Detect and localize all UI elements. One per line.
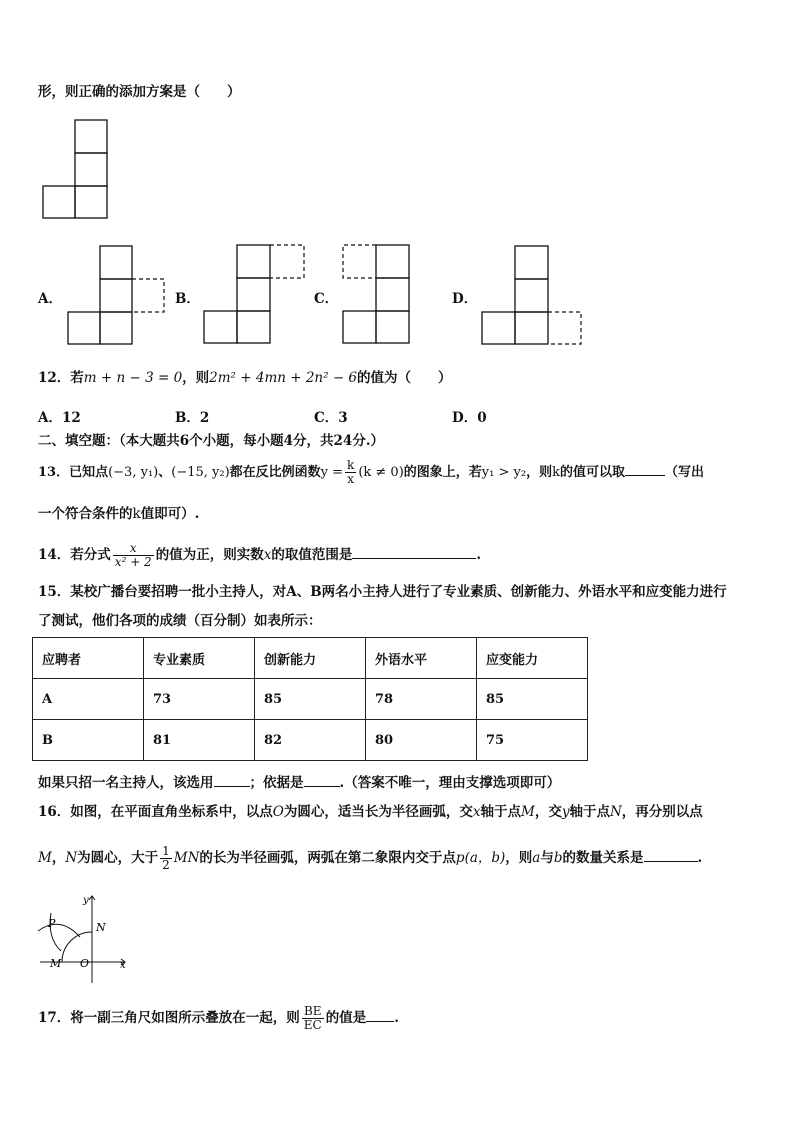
fig-label-x: x	[120, 960, 126, 971]
q11-option-d-label: D．	[452, 291, 478, 307]
table-cell: 85	[255, 679, 366, 720]
q15-blank-choice	[214, 772, 250, 787]
table-cell: A	[33, 679, 144, 720]
table-cell: 73	[144, 679, 255, 720]
q14-answer-blank	[352, 544, 476, 559]
table-row	[33, 679, 588, 720]
q11-base-figure	[40, 119, 110, 219]
table-header-cell: 应聘者	[33, 638, 144, 679]
q17-stem: 17．将一副三角尺如图所示叠放在一起，则 $\frac{BE}{EC}$ 的值是 .	[38, 1004, 399, 1032]
q15-blank-reason	[304, 772, 340, 787]
q16-answer-blank	[644, 847, 698, 862]
fig-label-m: M	[50, 957, 62, 970]
table-row	[33, 720, 588, 761]
arc-center-n	[38, 924, 80, 937]
q15-line1: 15．某校广播台要招聘一批小主持人，对A、B两名小主持人进行了专业素质、创新能力、外语水平和应变能力进行	[38, 584, 727, 600]
table-header-row	[33, 638, 588, 679]
table-header-cell: 应变能力	[477, 638, 588, 679]
q16-construction-figure	[35, 893, 135, 988]
q12-option-c: C．3	[314, 410, 348, 426]
q11-option-c-figure	[341, 244, 416, 344]
q12-stem: 12．若m + n − 3 = 0，则2m² + 4mn + 2n² − 6的值为（ ）	[38, 370, 452, 386]
q11-option-a-figure	[66, 245, 171, 345]
table-cell: 78	[366, 679, 477, 720]
q11-option-b-figure	[203, 244, 308, 344]
q11-option-a-label: A．	[38, 291, 62, 307]
table-cell: B	[33, 720, 144, 761]
q15-score-table	[32, 637, 588, 761]
fig-label-n: N	[96, 921, 106, 934]
q13-line2: 一个符合条件的k值即可）.	[38, 506, 200, 522]
table-cell: 82	[255, 720, 366, 761]
q12-option-b: B．2	[175, 410, 210, 426]
fig-label-p: P	[48, 917, 56, 930]
q17-answer-blank	[366, 1007, 394, 1022]
table-cell: 75	[477, 720, 588, 761]
q16-line1: 16．如图，在平面直角坐标系中，以点O为圆心，适当长为半径画弧，交x轴于点M，交y轴于点N，再分别以点	[38, 804, 703, 820]
table-cell: 85	[477, 679, 588, 720]
q12-expression: 2m² + 4mn + 2n² − 6	[209, 370, 358, 386]
q13-fraction: $\frac{k}{x}$	[347, 458, 355, 486]
q11-intro: 形，则正确的添加方案是（ ）	[38, 84, 241, 100]
q12-option-d: D．0	[452, 410, 487, 426]
q11-option-b-label: B．	[175, 291, 200, 307]
q13-stem: 13．已知点(−3, y₁)、(−15, y₂)都在反比例函数y = $\frac{k}{x}$ (k ≠ 0)的图象上，若y₁ > y₂，则k的值可以取 （写出	[38, 458, 705, 486]
fig-label-y: y	[83, 895, 89, 906]
table-cell: 80	[366, 720, 477, 761]
q17-fraction: $\frac{BE}{EC}$	[303, 1004, 322, 1032]
q14-stem: 14．若分式 $\frac{x}{\text{x² + 2}}$ 的值为正，则实数x的取值范围是 .	[38, 541, 482, 569]
q12-condition: m + n − 3 = 0	[83, 370, 183, 386]
section2-heading: 二、填空题：（本大题共6个小题，每小题4分，共24分.）	[38, 433, 385, 449]
q15-after-table: 如果只招一名主持人，该选用 ；依据是 .（答案不唯一，理由支撑选项即可）	[38, 772, 560, 792]
q15-line2: 了测试，他们各项的成绩（百分制）如表所示：	[38, 613, 322, 629]
table-header-cell: 创新能力	[255, 638, 366, 679]
q11-option-c-label: C．	[314, 291, 339, 307]
q14-fraction: $\frac{x}{\text{x² + 2}}$	[114, 541, 152, 569]
table-cell: 81	[144, 720, 255, 761]
q11-option-d-figure	[481, 245, 586, 345]
q12-option-a: A．12	[38, 410, 81, 426]
q16-half-fraction: $\frac{1}{2}$	[162, 844, 170, 872]
q16-line2: M，N为圆心，大于 $\frac{1}{2}$ MN的长为半径画弧，两弧在第二象限内交于点p(a，b)，则a与b的数量关系是 .	[38, 844, 703, 872]
table-header-cell: 外语水平	[366, 638, 477, 679]
fig-label-o: O	[80, 957, 90, 970]
q13-answer-blank	[625, 461, 665, 476]
table-header-cell: 专业素质	[144, 638, 255, 679]
